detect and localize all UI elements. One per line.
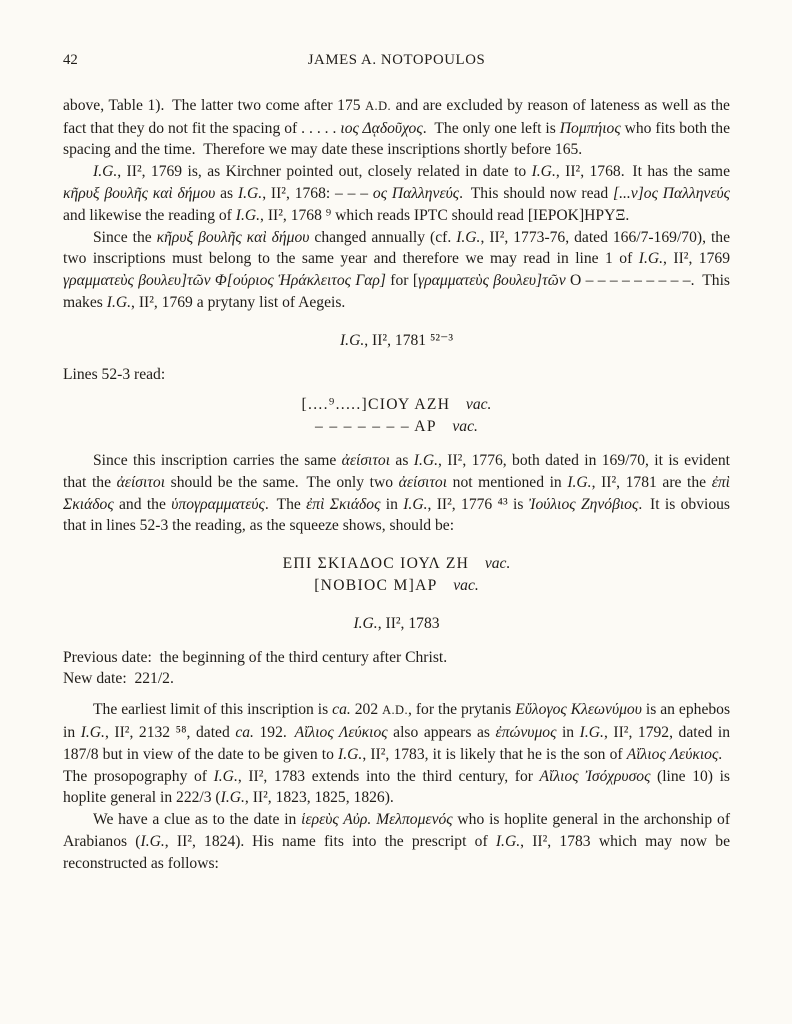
text-run: in [556,723,580,741]
text-run: κῆρυξ βουλῆς καὶ δήμου [156,228,310,246]
text-run: A.D. [382,703,408,718]
paragraph-ig-1769 [63,161,730,226]
text-run: , II², 1769 is, as Kirchner pointed out, closely related in date to [117,163,532,181]
inscription-line-siou-azh [63,394,730,416]
text-run: , II², 1823, 1825, 1826). [244,789,394,807]
text-run: ἐπὶ Σκιάδος [63,473,730,513]
text-run: above, Table 1). The latter two come after 175 [63,96,366,114]
text-run: I.G. [220,789,245,807]
text-run: ἐπὶ Σκιάδος [306,495,381,513]
text-run: and the [113,495,172,513]
new-date-line [63,668,730,690]
text-run: κῆρυξ βουλῆς καὶ δήμου [63,184,216,202]
text-run: , II², 1781 are the [591,473,712,491]
inscription-line-nobios [63,575,730,597]
text-run: ἐπώνυμος [495,723,557,741]
text-run: ἱερεὺς Αὐρ. Μελπομενός [301,811,453,829]
text-run: , II², 1781 ⁵²⁻³ [364,331,454,349]
text-run: I.G. [413,451,439,469]
text-run: , II², 1769 [663,250,730,268]
text-run: is an ephebos in [63,701,731,741]
text-run: I.G. [456,228,481,246]
running-title: JAMES A. NOTOPOULOS [307,52,486,68]
text-run: , II², 1769 a prytany list of Aegeis. [131,293,346,311]
text-run: I.G. [235,206,261,224]
text-run: I.G. [567,473,592,491]
text-run: Since the [93,228,157,246]
paragraph-date-clue [63,809,730,874]
text-run: changed annually (cf. [309,228,457,246]
text-run: γραμματεὺς βουλευ]τῶν [418,272,566,290]
text-run: ἀείσιτοι [341,451,391,469]
text-run: A.D. [365,98,391,113]
text-run: I.G. [531,163,556,181]
text-run: (line 10) is hoplite general in 222/3 ( [63,767,730,807]
text-run: I.G. [213,767,238,785]
text-run: Ο – – – – – – – – –. This makes [63,272,730,311]
text-run: – – – – – – – ΑΡ [315,418,437,436]
text-run: Αἴλιος Λεύκιος [626,745,719,763]
text-run: γραμματεὺς βουλευ]τῶν Φ[ούριος Ἡράκλειτος Γαρ] [63,272,386,290]
text-run: should be the same. The only two [165,473,399,491]
text-run: New date: 221/2. [63,670,174,688]
text-run: , II², 1768 ⁹ which reads ΙΡΤϹ should read [ΙΕΡΟΚ]ΗΡΥΞ. [260,206,630,224]
text-run: Lines 52-3 read: [63,365,166,383]
paragraph-earliest-limit [63,699,730,809]
text-run: . The prosopography of [63,745,730,785]
text-run: , II², 1776 ⁴³ is [427,495,529,513]
text-run: Εὔλογος Κλεωνύμου [515,701,642,719]
previous-date-line [63,647,730,669]
text-run: , II², 1824). His name fits into the prescript of [164,832,496,850]
paragraph-dadouchos [63,95,730,161]
text-run: I.G. [106,293,132,311]
text-run: ἀείσιτοι [398,473,448,491]
text-run: , II², 1776, both dated in 169/70, it is evident that the [63,451,730,491]
text-run: Πομπήιος [559,119,621,137]
text-run: ca. [332,701,351,719]
text-run: ιος Δᾳδοῦχος [340,119,423,137]
text-run: vac. [469,555,511,573]
text-run: vac. [437,576,479,594]
text-run: I.G. [80,723,105,741]
inscription-line-ap [63,416,730,438]
text-run: , II², 1792, dated in 187/8 but in view of the date to be given to [63,723,730,763]
text-run: I.G. [579,723,604,741]
section-heading-ig-1781 [63,330,730,352]
text-run: who is hoplite general in the archonship of Arabianos ( [63,811,731,850]
text-run: , II², 1768. It has the same [555,163,730,181]
text-run: ὑπογραμματεύς [171,495,265,513]
text-run: vac. [436,418,478,436]
page-number: 42 [63,52,78,68]
text-run: ος Παλληνεύς [372,184,460,202]
text-run: . The [264,495,307,513]
text-run: I.G. [338,745,363,763]
text-run: 202 [350,701,383,719]
text-run: . It is obvious that in lines 52-3 the reading, as the squeeze shows, should be: [63,495,730,535]
text-run: ἀείσιτοι [116,473,166,491]
text-run: I.G. [339,331,365,349]
text-run: I.G. [495,832,521,850]
text-run: . This should now read [459,184,614,202]
text-run: [....⁹.....]ϹΙΟΥ ΑΖΗ [301,396,451,414]
text-run: , II², 1783 extends into the third century, for [237,767,540,785]
text-run: I.G. [93,163,118,181]
lines-52-3-lead-in [63,364,730,386]
text-run: and likewise the reading of [63,206,236,224]
text-run: Αἴλιος Ἰσόχρυσος [539,767,651,785]
text-run: also appears as [387,723,496,741]
running-head [63,50,730,72]
section-heading-ig-1783 [63,613,730,635]
text-run: I.G. [638,250,664,268]
text-run: . The only one left is [422,119,560,137]
text-run: as [215,184,238,202]
text-run: Αἴλιος Λεύκιος [294,723,388,741]
text-run: 192. [253,723,295,741]
text-run: and are excluded by reason of lateness as well as the fact that they do not fit the spacing of . . . . . [63,96,730,137]
text-run: , II², 1783 which may now be reconstructed as follows: [63,832,730,872]
paragraph-keryx-annual [63,227,730,314]
text-run: I.G. [237,184,263,202]
text-run: Ἰούλιος Ζηνόβιος [528,495,639,513]
text-run: I.G. [403,495,428,513]
paragraph-aeisitoi [63,450,730,537]
text-run: ca. [235,723,254,741]
text-run: , II², 1768: – – – [262,184,373,202]
text-run: [...ν]ος Παλληνεύς [613,184,730,202]
text-run: as [390,451,414,469]
text-run: Since this inscription carries the same [93,451,342,469]
text-run: [ΝΟΒΙΟϹ Μ]ΑΡ [314,576,438,594]
text-run: vac. [450,396,492,414]
text-run: Previous date: the beginning of the third century after Christ. [63,648,448,666]
text-run: , II², 2132 ⁵⁸, dated [104,723,236,741]
text-run: in [380,495,404,513]
text-run: , II², 1773-76, dated 166/7-169/70), the two inscriptions must belong to the same year and therefore we may read in line 1 of [63,228,730,268]
text-run: The earliest limit of this inscription is [93,701,333,719]
text-run: I.G. [353,614,378,632]
text-run: ΕΠΙ ΣΚΙΑΔΟϹ ΙΟΥΛ ΖΗ [282,555,470,573]
inscription-line-epi-skiados [63,553,730,575]
text-run: , for the prytanis [407,701,516,719]
text-run: for [ [385,272,419,290]
text-run: We have a clue as to the date in [93,811,302,829]
text-run: I.G. [140,832,165,850]
text-run: , II², 1783, it is likely that he is the son of [362,745,627,763]
text-run: not mentioned in [447,473,568,491]
text-run: who fits both the spacing and the time. Therefore we may date these inscriptions shortly before 165. [63,119,730,159]
page-body [63,95,730,875]
text-run: , II², 1783 [377,614,440,632]
